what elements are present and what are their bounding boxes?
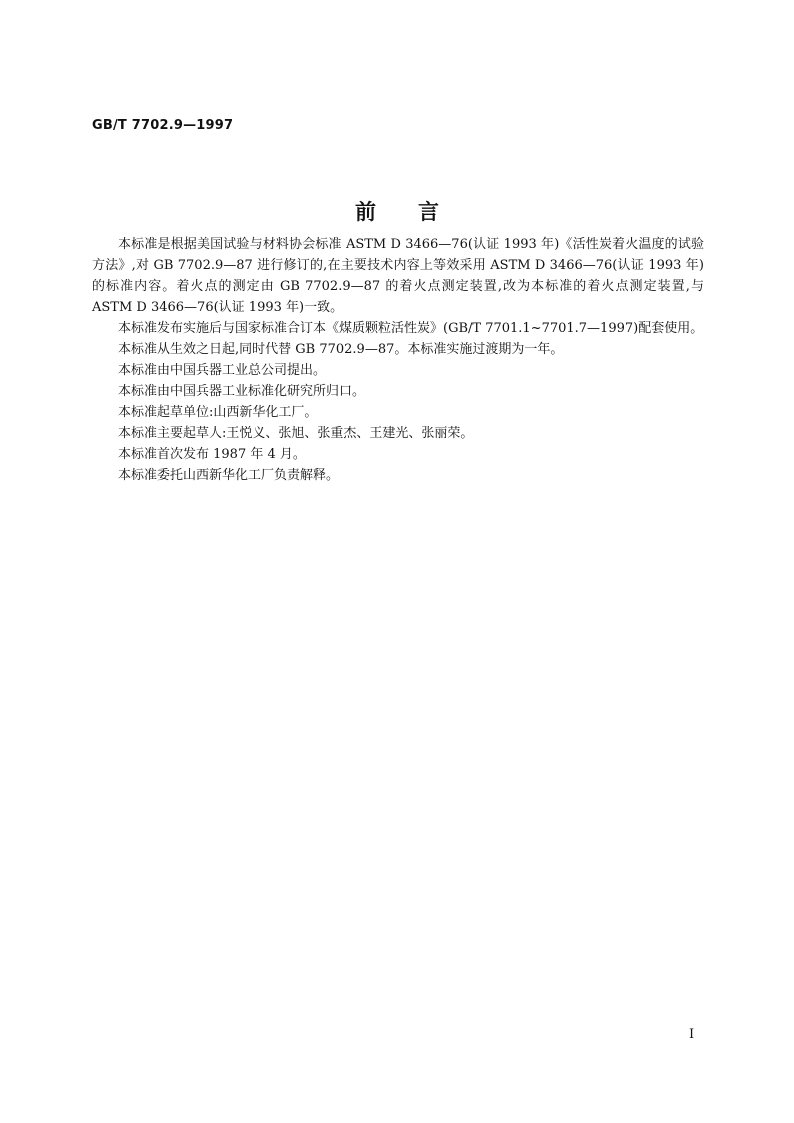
foreword-paragraph: 本标准从生效之日起,同时代替 GB 7702.9—87。本标准实施过渡期为一年。 (118, 342, 564, 357)
foreword-paragraph: 本标准由中国兵器工业标准化研究所归口。 (118, 384, 366, 399)
foreword-paragraph: 本标准主要起草人:王悦义、张旭、张重杰、王建光、张丽荣。 (118, 426, 474, 441)
foreword-title: 前言 (355, 200, 481, 224)
foreword-paragraph: 本标准委托山西新华化工厂负责解释。 (118, 468, 340, 483)
standard-code: GB/T 7702.9—1997 (92, 118, 234, 133)
foreword-paragraph: 本标准由中国兵器工业总公司提出。 (118, 363, 327, 378)
foreword-paragraph: 本标准首次发布 1987 年 4 月。 (118, 447, 306, 462)
foreword-paragraph: 本标准是根据美国试验与材料协会标准 ASTM D 3466—76(认证 1993 年)《活性炭着火温度的试验方法》,对 GB 7702.9—87 进行修订的,在主要技术内容上等效采用 ASTM D 3466—76(认证 1993 年)的标准内容。着火点的测定由 GB 7702.9—87 的着火点测定装置,改为本标准的着火点测定装置,与 ASTM D 3466—76(认证 1993 年)一致。 (92, 237, 704, 315)
page-number: I (689, 1027, 695, 1042)
foreword-paragraph: 本标准起草单位:山西新华化工厂。 (118, 405, 318, 420)
foreword-body (92, 234, 704, 486)
foreword-paragraph: 本标准发布实施后与国家标准合订本《煤质颗粒活性炭》(GB/T 7701.1~7701.7—1997)配套使用。 (118, 321, 704, 336)
